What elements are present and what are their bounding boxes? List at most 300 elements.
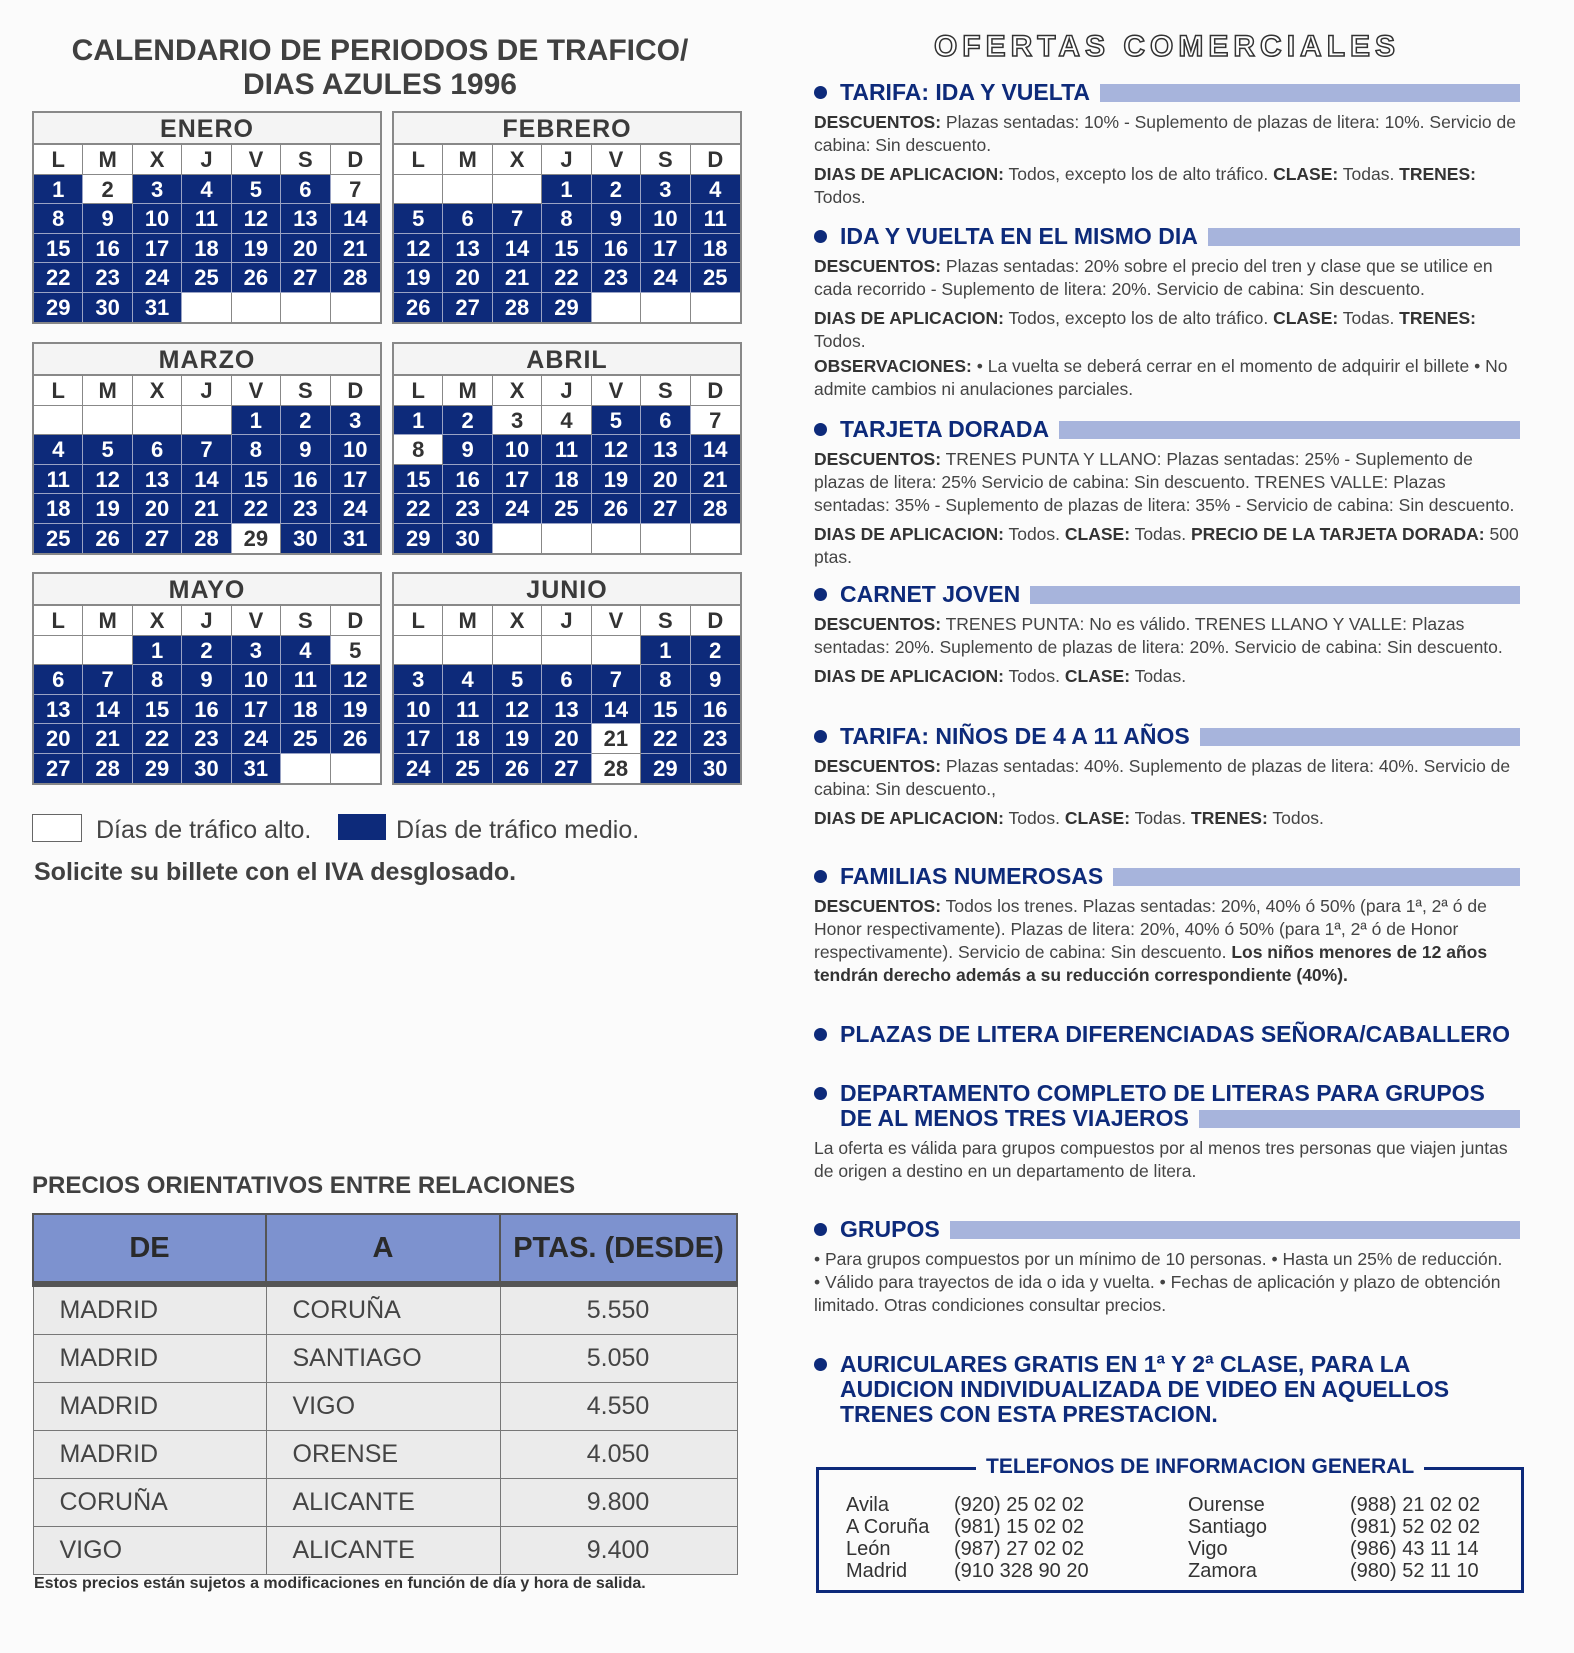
day-medium-traffic: 24 (232, 724, 281, 754)
prices-body (33, 1284, 737, 1575)
month-marzo (32, 342, 382, 555)
day-medium-traffic: 16 (83, 234, 132, 264)
text-trenes: Todos. (1267, 808, 1324, 828)
day-medium-traffic: 27 (281, 263, 330, 293)
header-price: PTAS. (DESDE) (500, 1214, 737, 1284)
day-medium-traffic: 18 (281, 695, 330, 725)
day-medium-traffic: 9 (182, 665, 231, 695)
day-medium-traffic: 12 (331, 665, 380, 695)
day-medium-traffic: 3 (133, 175, 182, 205)
month-abril (392, 342, 742, 555)
day-medium-traffic: 13 (34, 695, 83, 725)
day-medium-traffic: 24 (641, 263, 690, 293)
day-medium-traffic: 21 (493, 263, 542, 293)
day-empty (691, 524, 740, 554)
day-medium-traffic: 26 (331, 724, 380, 754)
day-medium-traffic: 3 (394, 665, 443, 695)
month-mayo (32, 572, 382, 785)
weekday-header: M (83, 376, 132, 406)
label-dias: DIAS DE APLICACION: (814, 164, 1004, 184)
day-medium-traffic: 9 (83, 204, 132, 234)
day-medium-traffic: 25 (691, 263, 740, 293)
day-empty (592, 524, 641, 554)
label-clase: CLASE: (1273, 164, 1339, 184)
day-empty (34, 406, 83, 436)
weekday-header: M (83, 145, 132, 175)
text-descuentos: Todos los trenes. Plazas sentadas: 20%, 40% ó 50% (para 1ª, 2ª ó de Honor respectivamente). Plazas de litera: 20%, 40% ó 50% (para 1ª, 2ª ó de Honor respectivamente). Servicio de cabina: Sin descuento. (814, 896, 1487, 962)
day-medium-traffic: 29 (641, 754, 690, 784)
day-medium-traffic: 17 (641, 234, 690, 264)
offer-title: GRUPOS (840, 1216, 940, 1242)
iva-note: Solicite su billete con el IVA desglosado. (34, 858, 517, 886)
label-trenes: TRENES: (1191, 808, 1268, 828)
day-empty (493, 524, 542, 554)
cell-from: CORUÑA (33, 1479, 266, 1527)
title-bar (1200, 728, 1520, 746)
day-medium-traffic: 2 (182, 636, 231, 666)
month-grid (394, 606, 740, 783)
day-medium-traffic: 19 (592, 465, 641, 495)
day-empty (394, 636, 443, 666)
label-clase: CLASE: (1064, 808, 1131, 828)
table-row (33, 1284, 737, 1335)
weekday-header: J (542, 145, 591, 175)
day-medium-traffic: 10 (331, 435, 380, 465)
phone-number: (986) 43 11 14 (1350, 1538, 1479, 1560)
day-medium-traffic: 28 (182, 524, 231, 554)
day-empty (331, 754, 380, 784)
day-medium-traffic: 2 (592, 175, 641, 205)
day-medium-traffic: 15 (232, 465, 281, 495)
day-medium-traffic: 19 (493, 724, 542, 754)
day-medium-traffic: 12 (83, 465, 132, 495)
cell-price: 4.050 (500, 1431, 737, 1479)
day-medium-traffic: 6 (443, 204, 492, 234)
day-medium-traffic: 26 (83, 524, 132, 554)
day-medium-traffic: 21 (182, 494, 231, 524)
text-trenes: Todos. (814, 187, 866, 207)
weekday-header: D (691, 606, 740, 636)
day-medium-traffic: 4 (182, 175, 231, 205)
day-medium-traffic: 25 (281, 724, 330, 754)
weekday-header: D (691, 376, 740, 406)
bullet-icon (814, 230, 827, 243)
day-empty (641, 524, 690, 554)
day-medium-traffic: 8 (542, 204, 591, 234)
weekday-header: L (34, 376, 83, 406)
day-medium-traffic: 13 (133, 465, 182, 495)
day-medium-traffic: 14 (182, 465, 231, 495)
day-medium-traffic: 7 (592, 665, 641, 695)
title-bar (1030, 586, 1520, 604)
weekday-header: V (592, 606, 641, 636)
day-medium-traffic: 7 (182, 435, 231, 465)
phone-city: León (846, 1538, 891, 1560)
weekday-header: J (182, 376, 231, 406)
label-precio: PRECIO DE LA TARJETA DORADA: (1191, 524, 1485, 544)
day-medium-traffic: 16 (281, 465, 330, 495)
legend-medium-label: Días de tráfico medio. (396, 816, 640, 844)
day-medium-traffic: 20 (641, 465, 690, 495)
day-high-traffic: 8 (394, 435, 443, 465)
day-medium-traffic: 28 (493, 293, 542, 323)
day-high-traffic: 4 (542, 406, 591, 436)
text-descuentos: TRENES PUNTA Y LLANO: Plazas sentadas: 25% - Suplemento de plazas de litera: 25% Servicio de cabina: Sin descuento. TRENES VALLE: Plazas sentadas: 35% - Suplemento de plazas de litera: 35% - Servicio de cabina: Sin descuento. (814, 449, 1515, 515)
day-medium-traffic: 29 (542, 293, 591, 323)
day-medium-traffic: 18 (691, 234, 740, 264)
label-descuentos: DESCUENTOS: (814, 256, 942, 276)
day-medium-traffic: 12 (592, 435, 641, 465)
offer-departamento-completo (814, 1081, 1520, 1183)
day-medium-traffic: 26 (493, 754, 542, 784)
day-medium-traffic: 27 (542, 754, 591, 784)
day-medium-traffic: 27 (34, 754, 83, 784)
weekday-header: S (281, 376, 330, 406)
day-medium-traffic: 5 (83, 435, 132, 465)
label-descuentos: DESCUENTOS: (814, 112, 942, 132)
month-grid (34, 376, 380, 553)
label-descuentos: DESCUENTOS: (814, 614, 942, 634)
day-medium-traffic: 23 (691, 724, 740, 754)
day-medium-traffic: 17 (232, 695, 281, 725)
text-precio: 500 ptas. (814, 524, 1519, 567)
offer-title: FAMILIAS NUMEROSAS (840, 863, 1104, 889)
cell-to: ALICANTE (266, 1527, 500, 1575)
weekday-header: X (133, 606, 182, 636)
prices-header-row (33, 1214, 737, 1284)
day-medium-traffic: 8 (232, 435, 281, 465)
day-medium-traffic: 10 (493, 435, 542, 465)
label-dias: DIAS DE APLICACION: (814, 524, 1004, 544)
day-medium-traffic: 17 (133, 234, 182, 264)
day-medium-traffic: 30 (83, 293, 132, 323)
table-row (33, 1335, 737, 1383)
day-medium-traffic: 26 (592, 494, 641, 524)
title-bar (950, 1221, 1520, 1239)
day-medium-traffic: 3 (232, 636, 281, 666)
text-dias: Todos. (1003, 808, 1065, 828)
day-medium-traffic: 17 (493, 465, 542, 495)
offer-familias (814, 864, 1520, 987)
text-clase: Todas. (1130, 808, 1191, 828)
label-descuentos: DESCUENTOS: (814, 449, 942, 469)
day-empty (592, 293, 641, 323)
day-medium-traffic: 6 (281, 175, 330, 205)
bullet-icon (814, 1358, 827, 1371)
weekday-header: M (443, 376, 492, 406)
day-medium-traffic: 18 (443, 724, 492, 754)
table-row (33, 1527, 737, 1575)
offer-auriculares (814, 1352, 1520, 1427)
title-bar (1208, 228, 1520, 246)
day-empty (691, 293, 740, 323)
label-descuentos: DESCUENTOS: (814, 756, 942, 776)
day-medium-traffic: 19 (232, 234, 281, 264)
day-medium-traffic: 6 (133, 435, 182, 465)
day-medium-traffic: 28 (331, 263, 380, 293)
day-medium-traffic: 6 (542, 665, 591, 695)
weekday-header: S (641, 606, 690, 636)
weekday-header: J (182, 145, 231, 175)
weekday-header: M (83, 606, 132, 636)
weekday-header: D (691, 145, 740, 175)
day-medium-traffic: 20 (34, 724, 83, 754)
cell-from: MADRID (33, 1335, 266, 1383)
day-medium-traffic: 18 (542, 465, 591, 495)
day-medium-traffic: 28 (691, 494, 740, 524)
day-medium-traffic: 9 (443, 435, 492, 465)
offer-title-line1: DEPARTAMENTO COMPLETO DE LITERAS PARA GRUPOS (840, 1080, 1485, 1106)
weekday-header: M (443, 606, 492, 636)
month-febrero (392, 111, 742, 324)
day-medium-traffic: 22 (133, 724, 182, 754)
weekday-header: X (493, 606, 542, 636)
weekday-header: V (592, 145, 641, 175)
weekday-header: J (542, 606, 591, 636)
day-empty (592, 636, 641, 666)
day-medium-traffic: 15 (542, 234, 591, 264)
day-medium-traffic: 19 (83, 494, 132, 524)
day-medium-traffic: 20 (281, 234, 330, 264)
weekday-header: L (394, 145, 443, 175)
day-medium-traffic: 14 (493, 234, 542, 264)
day-empty (542, 636, 591, 666)
day-high-traffic: 21 (592, 724, 641, 754)
day-medium-traffic: 11 (34, 465, 83, 495)
text-clase: Todas. (1338, 164, 1400, 184)
day-medium-traffic: 8 (34, 204, 83, 234)
cell-price: 9.400 (500, 1527, 737, 1575)
weekday-header: L (394, 376, 443, 406)
phone-number: (920) 25 02 02 (954, 1494, 1085, 1516)
table-row (33, 1431, 737, 1479)
day-medium-traffic: 25 (443, 754, 492, 784)
weekday-header: J (542, 376, 591, 406)
day-medium-traffic: 25 (182, 263, 231, 293)
day-medium-traffic: 30 (182, 754, 231, 784)
day-medium-traffic: 22 (394, 494, 443, 524)
day-medium-traffic: 21 (691, 465, 740, 495)
day-medium-traffic: 11 (443, 695, 492, 725)
cell-price: 4.550 (500, 1383, 737, 1431)
day-medium-traffic: 14 (691, 435, 740, 465)
phone-city: Madrid (846, 1560, 908, 1582)
day-empty (493, 175, 542, 205)
label-clase: CLASE: (1064, 524, 1131, 544)
header-to: A (266, 1214, 500, 1284)
phone-number: (988) 21 02 02 (1350, 1494, 1481, 1516)
day-medium-traffic: 15 (641, 695, 690, 725)
day-medium-traffic: 23 (443, 494, 492, 524)
day-medium-traffic: 1 (641, 636, 690, 666)
bullet-icon (814, 1223, 827, 1236)
month-grid (394, 145, 740, 322)
bullet-icon (814, 86, 827, 99)
bullet-icon (814, 423, 827, 436)
day-medium-traffic: 2 (281, 406, 330, 436)
offer-title: AURICULARES GRATIS EN 1ª Y 2ª CLASE, PARA LA AUDICION INDIVIDUALIZADA DE VIDEO EN AQUELLOS TRENES CON ESTA PRESTACION. (840, 1351, 1450, 1427)
cell-to: CORUÑA (266, 1284, 500, 1335)
day-medium-traffic: 6 (641, 406, 690, 436)
day-medium-traffic: 15 (133, 695, 182, 725)
day-empty (232, 293, 281, 323)
cell-from: MADRID (33, 1383, 266, 1431)
day-medium-traffic: 11 (542, 435, 591, 465)
day-medium-traffic: 20 (133, 494, 182, 524)
label-trenes: TRENES: (1399, 164, 1476, 184)
label-observaciones: OBSERVACIONES: (814, 356, 972, 376)
text-dias: Todos, excepto los de alto tráfico. (1003, 164, 1274, 184)
day-medium-traffic: 30 (281, 524, 330, 554)
weekday-header: D (331, 606, 380, 636)
legend-high-label: Días de tráfico alto. (96, 816, 312, 844)
month-junio (392, 572, 742, 785)
cell-price: 5.050 (500, 1335, 737, 1383)
text-dias: Todos, excepto los de alto tráfico. (1003, 308, 1274, 328)
header-from: DE (33, 1214, 266, 1284)
calendar-title (20, 34, 740, 102)
day-medium-traffic: 8 (133, 665, 182, 695)
text-ninos-menores: Los niños menores de 12 años tendrán derecho además a su reducción correspondiente (40%). (814, 942, 1488, 985)
day-empty (443, 636, 492, 666)
label-descuentos: DESCUENTOS: (814, 896, 942, 916)
day-medium-traffic: 1 (394, 406, 443, 436)
text-clase: Todas. (1130, 524, 1191, 544)
cell-from: MADRID (33, 1431, 266, 1479)
day-empty (83, 636, 132, 666)
day-medium-traffic: 11 (182, 204, 231, 234)
day-medium-traffic: 8 (641, 665, 690, 695)
day-medium-traffic: 24 (394, 754, 443, 784)
weekday-header: L (394, 606, 443, 636)
day-medium-traffic: 21 (83, 724, 132, 754)
month-grid (394, 376, 740, 553)
weekday-header: D (331, 145, 380, 175)
phone-number: (981) 15 02 02 (954, 1516, 1085, 1538)
legend-medium-swatch (338, 814, 386, 840)
day-empty (34, 636, 83, 666)
day-medium-traffic: 22 (542, 263, 591, 293)
day-medium-traffic: 10 (641, 204, 690, 234)
text-clase: Todas. (1130, 666, 1187, 686)
weekday-header: V (592, 376, 641, 406)
weekday-header: X (493, 376, 542, 406)
prices-table (32, 1213, 738, 1575)
weekday-header: X (493, 145, 542, 175)
day-medium-traffic: 27 (133, 524, 182, 554)
offer-title: IDA Y VUELTA EN EL MISMO DIA (840, 223, 1198, 249)
day-medium-traffic: 16 (443, 465, 492, 495)
day-medium-traffic: 13 (641, 435, 690, 465)
month-name: ENERO (34, 113, 380, 145)
day-medium-traffic: 18 (34, 494, 83, 524)
day-empty (641, 293, 690, 323)
day-high-traffic: 7 (331, 175, 380, 205)
phone-number: (980) 52 11 10 (1350, 1560, 1479, 1582)
offer-ninos (814, 724, 1520, 830)
legend-high-swatch (32, 814, 82, 842)
day-empty (493, 636, 542, 666)
day-empty (394, 175, 443, 205)
day-medium-traffic: 17 (331, 465, 380, 495)
offer-ida-vuelta (814, 80, 1520, 209)
label-trenes: TRENES: (1399, 308, 1476, 328)
day-medium-traffic: 30 (691, 754, 740, 784)
day-empty (281, 293, 330, 323)
day-medium-traffic: 9 (592, 204, 641, 234)
day-medium-traffic: 9 (281, 435, 330, 465)
weekday-header: S (641, 145, 690, 175)
day-medium-traffic: 27 (443, 293, 492, 323)
label-dias: DIAS DE APLICACION: (814, 666, 1004, 686)
day-medium-traffic: 7 (83, 665, 132, 695)
day-high-traffic: 2 (83, 175, 132, 205)
day-empty (443, 175, 492, 205)
day-medium-traffic: 1 (133, 636, 182, 666)
day-medium-traffic: 7 (493, 204, 542, 234)
day-medium-traffic: 5 (232, 175, 281, 205)
day-medium-traffic: 10 (133, 204, 182, 234)
day-medium-traffic: 31 (133, 293, 182, 323)
day-medium-traffic: 2 (691, 636, 740, 666)
offer-grupos (814, 1217, 1520, 1317)
day-medium-traffic: 29 (34, 293, 83, 323)
day-medium-traffic: 29 (133, 754, 182, 784)
day-medium-traffic: 22 (34, 263, 83, 293)
offer-title: TARIFA: NIÑOS DE 4 A 11 AÑOS (840, 723, 1190, 749)
cell-price: 5.550 (500, 1284, 737, 1335)
day-empty (133, 406, 182, 436)
offer-title: PLAZAS DE LITERA DIFERENCIADAS SEÑORA/CABALLERO (840, 1021, 1510, 1047)
day-medium-traffic: 20 (542, 724, 591, 754)
month-name: MAYO (34, 574, 380, 606)
cell-to: ALICANTE (266, 1479, 500, 1527)
weekday-header: V (232, 145, 281, 175)
day-medium-traffic: 24 (493, 494, 542, 524)
day-medium-traffic: 23 (182, 724, 231, 754)
phone-number: (987) 27 02 02 (954, 1538, 1085, 1560)
day-medium-traffic: 18 (182, 234, 231, 264)
day-medium-traffic: 15 (34, 234, 83, 264)
day-medium-traffic: 24 (331, 494, 380, 524)
day-medium-traffic: 5 (394, 204, 443, 234)
day-medium-traffic: 4 (443, 665, 492, 695)
day-medium-traffic: 3 (331, 406, 380, 436)
month-name: ABRIL (394, 344, 740, 376)
text-grupos-1: • Para grupos compuestos por un mínimo de 10 personas. • Hasta un 25% de reducción. (814, 1249, 1503, 1269)
title-bar (1100, 84, 1520, 102)
day-medium-traffic: 31 (232, 754, 281, 784)
weekday-header: V (232, 376, 281, 406)
day-medium-traffic: 10 (232, 665, 281, 695)
text-descuentos: Plazas sentadas: 10% - Suplemento de plazas de litera: 10%. Servicio de cabina: Sin descuento. (814, 112, 1516, 155)
month-name: JUNIO (394, 574, 740, 606)
day-medium-traffic: 11 (281, 665, 330, 695)
phone-city: Ourense (1188, 1494, 1265, 1516)
calendar-title-line1: CALENDARIO DE PERIODOS DE TRAFICO/ (71, 34, 689, 67)
title-bar (1199, 1110, 1520, 1128)
cell-to: VIGO (266, 1383, 500, 1431)
weekday-header: M (443, 145, 492, 175)
phone-number: (910 328 90 20 (954, 1560, 1089, 1582)
bullet-icon (814, 1087, 827, 1100)
cell-to: SANTIAGO (266, 1335, 500, 1383)
text-grupos-2: • Válido para trayectos de ida o ida y vuelta. • Fechas de aplicación y plazo de obtención limitado. Otras condiciones consultar precios. (814, 1272, 1501, 1315)
day-empty (281, 754, 330, 784)
day-medium-traffic: 3 (641, 175, 690, 205)
day-medium-traffic: 21 (331, 234, 380, 264)
prices-title: PRECIOS ORIENTATIVOS ENTRE RELACIONES (32, 1172, 576, 1199)
